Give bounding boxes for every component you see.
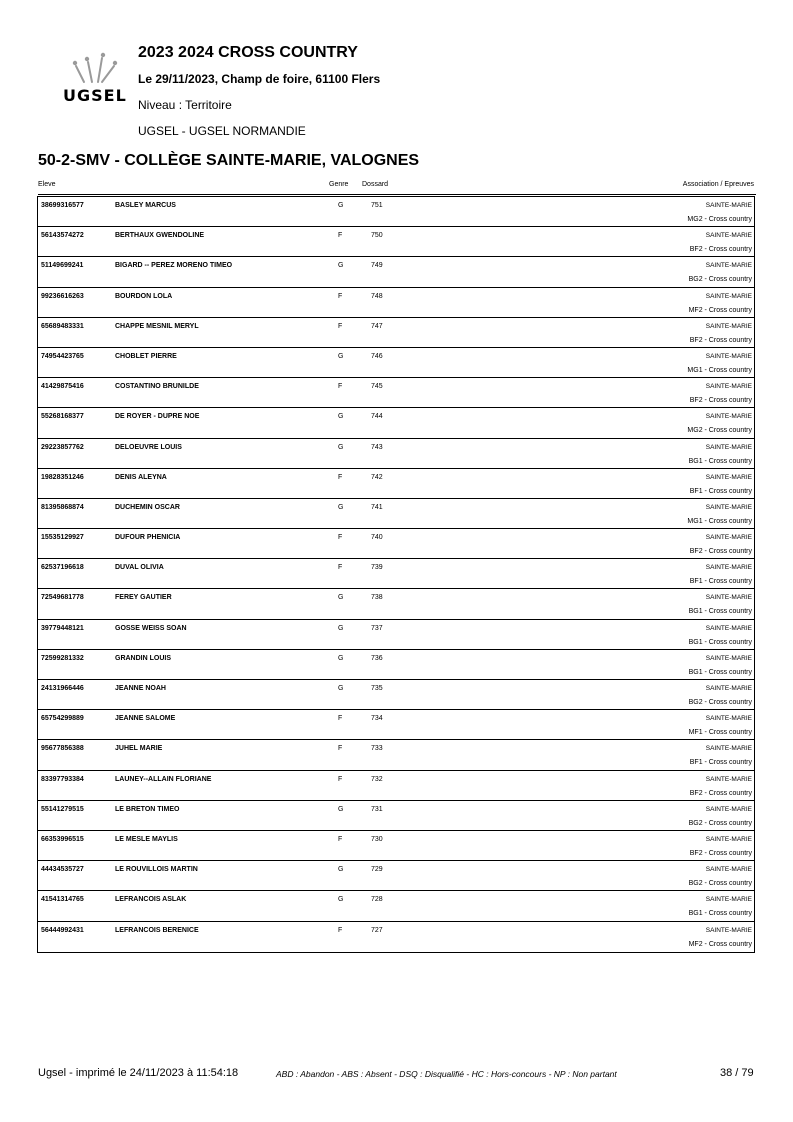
- event-subtitle: Le 29/11/2023, Champ de foire, 61100 Flers: [138, 72, 381, 86]
- participant-name: DUCHEMIN OSCAR: [115, 503, 180, 511]
- participant-name: CHAPPE MESNIL MERYL: [115, 322, 199, 330]
- participant-epreuve: MF2 - Cross country: [688, 940, 752, 948]
- event-organization: UGSEL - UGSEL NORMANDIE: [138, 124, 306, 138]
- participant-dossard: 749: [371, 262, 383, 270]
- participant-dossard: 737: [371, 624, 383, 632]
- participant-genre: F: [338, 564, 343, 572]
- participant-epreuve: BF1 - Cross country: [689, 578, 752, 586]
- participant-name: LE BRETON TIMEO: [115, 805, 180, 813]
- participant-dossard: 736: [371, 654, 383, 662]
- participant-id: 44434535727: [41, 866, 84, 874]
- participant-association: SAINTE-MARIE: [705, 503, 752, 511]
- participant-id: 19828351246: [41, 473, 84, 481]
- event-level: Niveau : Territoire: [138, 98, 232, 112]
- footer-printed: Ugsel - imprimé le 24/11/2023 à 11:54:18: [38, 1067, 239, 1079]
- column-genre: Genre: [329, 181, 349, 188]
- participant-id: 39779448121: [41, 624, 84, 632]
- participant-genre: F: [338, 775, 343, 783]
- participant-dossard: 750: [371, 232, 383, 240]
- participant-association: SAINTE-MARIE: [705, 745, 752, 753]
- participant-association: SAINTE-MARIE: [705, 413, 752, 421]
- participant-dossard: 743: [371, 443, 383, 451]
- participant-id: 66353996515: [41, 835, 84, 843]
- participant-genre: G: [338, 413, 344, 421]
- participant-dossard: 730: [371, 835, 383, 843]
- table-row: [38, 740, 754, 770]
- table-row: [38, 922, 754, 952]
- participant-dossard: 747: [371, 322, 383, 330]
- participant-name: LEFRANCOIS BERENICE: [115, 926, 199, 934]
- participant-association: SAINTE-MARIE: [705, 534, 752, 542]
- participant-association: SAINTE-MARIE: [705, 232, 752, 240]
- participant-association: SAINTE-MARIE: [705, 352, 752, 360]
- participant-name: COSTANTINO BRUNILDE: [115, 383, 199, 391]
- event-title: 2023 2024 CROSS COUNTRY: [138, 44, 358, 61]
- table-row: [38, 891, 754, 921]
- participant-name: DUVAL OLIVIA: [115, 564, 164, 572]
- participant-dossard: 742: [371, 473, 383, 481]
- participant-genre: G: [338, 624, 344, 632]
- participant-genre: F: [338, 745, 343, 753]
- participant-epreuve: BF2 - Cross country: [689, 246, 752, 254]
- participant-id: 65689483331: [41, 322, 84, 330]
- participant-association: SAINTE-MARIE: [705, 202, 752, 209]
- participant-id: 55141279515: [41, 805, 84, 813]
- participant-id: 83397793384: [41, 775, 84, 783]
- participant-genre: F: [338, 473, 343, 481]
- participant-genre: F: [338, 232, 343, 240]
- table-row: [38, 680, 754, 710]
- participant-name: DE ROYER - DUPRE NOE: [115, 413, 200, 421]
- participant-name: DUFOUR PHENICIA: [115, 534, 181, 542]
- participant-association: SAINTE-MARIE: [705, 443, 752, 451]
- table-row: [38, 650, 754, 680]
- school-heading: 50-2-SMV - COLLÈGE SAINTE-MARIE, VALOGNES: [38, 152, 420, 169]
- column-association: Association / Epreuves: [682, 181, 754, 188]
- participant-association: SAINTE-MARIE: [705, 896, 752, 904]
- participant-name: DELOEUVRE LOUIS: [115, 443, 182, 451]
- participant-name: LE MESLE MAYLIS: [115, 835, 178, 843]
- participant-dossard: 744: [371, 413, 383, 421]
- participant-epreuve: BF1 - Cross country: [689, 759, 752, 767]
- participant-id: 29223857762: [41, 443, 84, 451]
- participant-id: 95677856388: [41, 745, 84, 753]
- participant-association: SAINTE-MARIE: [705, 262, 752, 270]
- participant-name: CHOBLET PIERRE: [115, 352, 177, 360]
- page-number: 38 / 79: [720, 1067, 754, 1079]
- participant-association: SAINTE-MARIE: [705, 322, 752, 330]
- participant-association: SAINTE-MARIE: [705, 926, 752, 934]
- table-row: [38, 499, 754, 529]
- participant-association: SAINTE-MARIE: [705, 805, 752, 813]
- table-row: [38, 348, 754, 378]
- participant-name: BERTHAUX GWENDOLINE: [115, 232, 205, 240]
- participant-genre: F: [338, 926, 343, 934]
- table-row: [38, 378, 754, 408]
- participant-id: 15535129927: [41, 534, 84, 542]
- participant-dossard: 728: [371, 896, 383, 904]
- participant-name: FEREY GAUTIER: [115, 594, 172, 602]
- participant-genre: G: [338, 262, 344, 270]
- participant-association: SAINTE-MARIE: [705, 866, 752, 874]
- participant-epreuve: MG2 - Cross country: [687, 427, 752, 435]
- participant-name: JEANNE NOAH: [115, 685, 166, 692]
- participant-genre: F: [338, 835, 343, 843]
- participant-name: JEANNE SALOME: [115, 715, 176, 723]
- participant-genre: F: [338, 383, 343, 391]
- participant-dossard: 733: [371, 745, 383, 753]
- participant-epreuve: BF2 - Cross country: [689, 789, 752, 797]
- participant-dossard: 746: [371, 352, 383, 360]
- participant-genre: F: [338, 715, 343, 723]
- participant-id: 99236616263: [41, 292, 84, 300]
- participant-name: GOSSE WEISS SOAN: [115, 624, 187, 632]
- participant-genre: G: [338, 805, 344, 813]
- participant-genre: G: [338, 685, 344, 692]
- participant-association: SAINTE-MARIE: [705, 685, 752, 692]
- participant-epreuve: BG1 - Cross country: [688, 910, 752, 918]
- participant-association: SAINTE-MARIE: [705, 292, 752, 300]
- participant-name: BASLEY MARCUS: [115, 202, 176, 209]
- table-row: [38, 469, 754, 499]
- table-row: [38, 439, 754, 469]
- participant-id: 56143574272: [41, 232, 84, 240]
- participant-epreuve: BF1 - Cross country: [689, 487, 752, 495]
- participant-id: 56444992431: [41, 926, 84, 934]
- participant-epreuve: BG2 - Cross country: [688, 880, 752, 888]
- participants-table: [37, 196, 755, 953]
- participant-dossard: 738: [371, 594, 383, 602]
- table-row: [38, 408, 754, 438]
- participant-genre: G: [338, 896, 344, 904]
- table-row: [38, 861, 754, 891]
- participant-dossard: 751: [371, 202, 383, 209]
- participant-epreuve: BG1 - Cross country: [688, 668, 752, 676]
- participant-epreuve: BF2 - Cross country: [689, 849, 752, 857]
- participant-id: 65754299889: [41, 715, 84, 723]
- table-row: [38, 257, 754, 287]
- participant-id: 72549681778: [41, 594, 84, 602]
- participant-id: 41541314765: [41, 896, 84, 904]
- participant-dossard: 731: [371, 805, 383, 813]
- table-row: [38, 288, 754, 318]
- participant-genre: F: [338, 322, 343, 330]
- table-row: [38, 801, 754, 831]
- participant-dossard: 734: [371, 715, 383, 723]
- participant-dossard: 735: [371, 685, 383, 692]
- participant-id: 81395868874: [41, 503, 84, 511]
- participant-id: 24131966446: [41, 685, 84, 692]
- footer-legend: ABD : Abandon - ABS : Absent - DSQ : Disqualifié - HC : Hors-concours - NP : Non partant: [276, 1069, 617, 1079]
- participant-epreuve: BG2 - Cross country: [688, 699, 752, 706]
- participant-epreuve: BG2 - Cross country: [688, 819, 752, 827]
- participant-genre: G: [338, 866, 344, 874]
- participant-association: SAINTE-MARIE: [705, 594, 752, 602]
- column-dossard: Dossard: [362, 181, 389, 188]
- table-row: [38, 831, 754, 861]
- participant-genre: F: [338, 534, 343, 542]
- participant-id: 38699316577: [41, 202, 84, 209]
- table-row: [38, 620, 754, 650]
- table-row: [38, 559, 754, 589]
- participant-epreuve: MG2 - Cross country: [687, 216, 752, 223]
- participant-name: BIGARD -- PEREZ MORENO TIMEO: [115, 262, 233, 270]
- participant-genre: G: [338, 352, 344, 360]
- table-header: [38, 180, 756, 195]
- participant-name: JUHEL MARIE: [115, 745, 163, 753]
- participant-id: 72599281332: [41, 654, 84, 662]
- table-row: [38, 771, 754, 801]
- column-eleve: Eleve: [38, 181, 56, 188]
- participant-id: 55268168377: [41, 413, 84, 421]
- participant-epreuve: BG1 - Cross country: [688, 608, 752, 616]
- participant-epreuve: MF2 - Cross country: [688, 306, 752, 314]
- participant-genre: G: [338, 443, 344, 451]
- participant-association: SAINTE-MARIE: [705, 835, 752, 843]
- table-row: [38, 227, 754, 257]
- participant-association: SAINTE-MARIE: [705, 715, 752, 723]
- participant-genre: F: [338, 292, 343, 300]
- table-row: [38, 589, 754, 619]
- participant-association: SAINTE-MARIE: [705, 654, 752, 662]
- participant-name: LAUNEY--ALLAIN FLORIANE: [115, 775, 212, 783]
- participant-id: 62537196618: [41, 564, 84, 572]
- participant-epreuve: MG1 - Cross country: [687, 517, 752, 525]
- participant-name: BOURDON LOLA: [115, 292, 173, 300]
- participant-dossard: 739: [371, 564, 383, 572]
- participant-dossard: 727: [371, 926, 383, 934]
- participant-dossard: 740: [371, 534, 383, 542]
- participant-dossard: 732: [371, 775, 383, 783]
- table-row: [38, 529, 754, 559]
- participant-dossard: 748: [371, 292, 383, 300]
- participant-association: SAINTE-MARIE: [705, 564, 752, 572]
- participant-dossard: 741: [371, 503, 383, 511]
- participant-association: SAINTE-MARIE: [705, 473, 752, 481]
- participant-genre: G: [338, 594, 344, 602]
- table-row: [38, 710, 754, 740]
- participant-genre: G: [338, 654, 344, 662]
- participant-id: 51149699241: [41, 262, 84, 270]
- participant-genre: G: [338, 202, 344, 209]
- participant-epreuve: BG1 - Cross country: [688, 457, 752, 465]
- participant-epreuve: MG1 - Cross country: [687, 366, 752, 374]
- table-row: [38, 197, 754, 227]
- participant-name: LE ROUVILLOIS MARTIN: [115, 866, 198, 874]
- participant-name: DENIS ALEYNA: [115, 473, 167, 481]
- logo-text: UGSEL: [63, 86, 127, 105]
- participant-epreuve: BF2 - Cross country: [689, 397, 752, 405]
- participant-genre: G: [338, 503, 344, 511]
- participant-dossard: 745: [371, 383, 383, 391]
- participant-epreuve: BF2 - Cross country: [689, 548, 752, 556]
- participant-epreuve: BG2 - Cross country: [688, 276, 752, 284]
- table-row: [38, 318, 754, 348]
- participant-epreuve: BF2 - Cross country: [689, 336, 752, 344]
- participant-name: GRANDIN LOUIS: [115, 654, 171, 662]
- participant-id: 74954423765: [41, 352, 84, 360]
- participant-epreuve: MF1 - Cross country: [688, 729, 752, 737]
- participant-association: SAINTE-MARIE: [705, 624, 752, 632]
- participant-dossard: 729: [371, 866, 383, 874]
- participant-association: SAINTE-MARIE: [705, 775, 752, 783]
- participant-epreuve: BG1 - Cross country: [688, 638, 752, 646]
- participant-id: 41429875416: [41, 383, 84, 391]
- participant-association: SAINTE-MARIE: [705, 383, 752, 391]
- participant-name: LEFRANCOIS ASLAK: [115, 896, 187, 904]
